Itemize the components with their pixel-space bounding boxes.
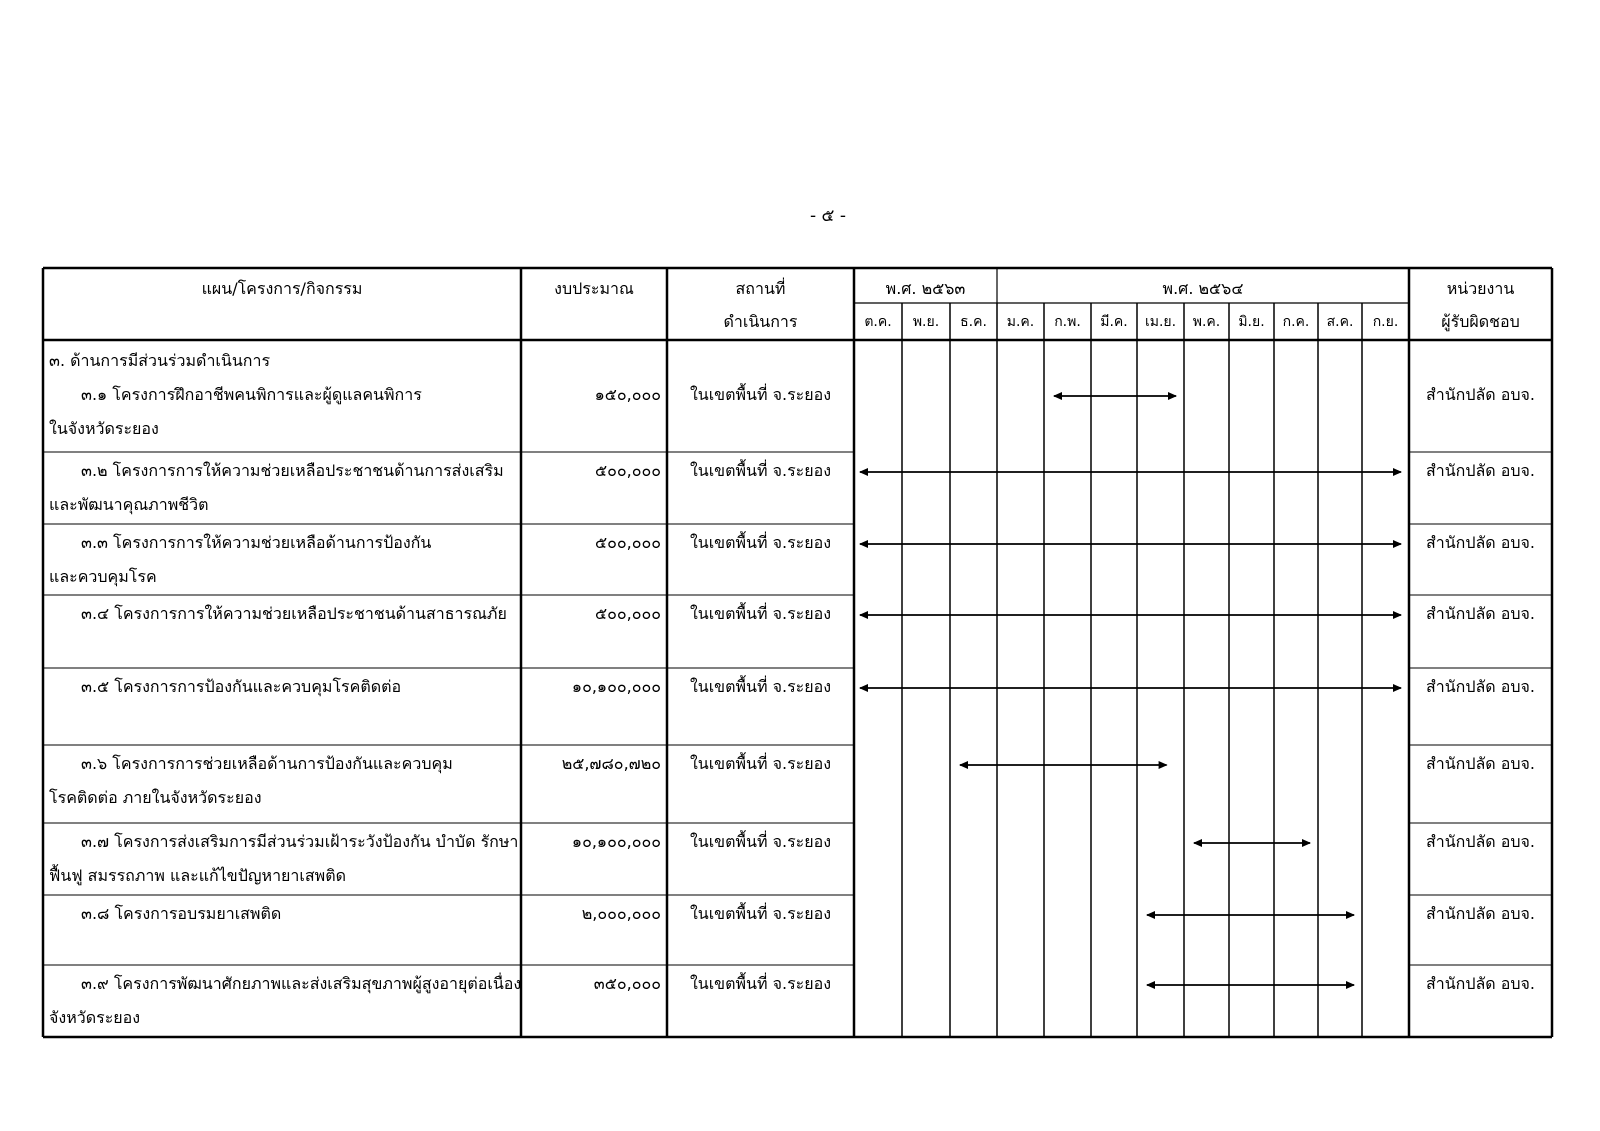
row-unit: สำนักปลัด อบจ. bbox=[1425, 461, 1536, 480]
row-location: ในเขตพื้นที่ จ.ระยอง bbox=[689, 533, 832, 552]
row-unit: สำนักปลัด อบจ. bbox=[1425, 533, 1536, 552]
row-plan-line2: จังหวัดระยอง bbox=[49, 1008, 141, 1027]
row-unit: สำนักปลัด อบจ. bbox=[1425, 385, 1536, 404]
row-plan-line1: ๓.๕ โครงการการป้องกันและควบคุมโรคติดต่อ bbox=[81, 677, 402, 696]
row-location: ในเขตพื้นที่ จ.ระยอง bbox=[689, 604, 832, 623]
row-plan-line1: ๓.๑ โครงการฝึกอาชีพคนพิการและผู้ดูแลคนพิการ bbox=[81, 385, 422, 404]
row-plan-line2: และควบคุมโรค bbox=[49, 567, 157, 586]
row-plan-line1: ๓.๔ โครงการการให้ความช่วยเหลือประชาชนด้านสาธารณภัย bbox=[81, 604, 507, 623]
row-location: ในเขตพื้นที่ จ.ระยอง bbox=[689, 385, 832, 404]
row-budget: ๕๐๐,๐๐๐ bbox=[594, 461, 661, 480]
row-plan-line1: ๓.๘ โครงการอบรมยาเสพติด bbox=[81, 904, 282, 923]
row-plan-line2: ในจังหวัดระยอง bbox=[49, 419, 159, 438]
header-month: ก.ย. bbox=[1372, 314, 1399, 330]
header-month: ก.ค. bbox=[1282, 314, 1310, 330]
row-plan-line1: ๓.๙ โครงการพัฒนาศักยภาพและส่งเสริมสุขภาพผู้สูงอายุต่อเนื่อง bbox=[81, 974, 522, 993]
row-budget: ๒,๐๐๐,๐๐๐ bbox=[581, 904, 661, 923]
row-budget: ๑๐,๑๐๐,๐๐๐ bbox=[571, 677, 661, 696]
header-unit-line2: ผู้รับผิดชอบ bbox=[1441, 312, 1520, 331]
header-month: ธ.ค. bbox=[960, 314, 987, 330]
header-month: ก.พ. bbox=[1054, 314, 1081, 330]
header-month: ม.ค. bbox=[1006, 314, 1035, 330]
row-plan-line2: ฟื้นฟู สมรรถภาพ และแก้ไขปัญหายาเสพติด bbox=[49, 866, 346, 885]
header-location-line2: ดำเนินการ bbox=[723, 312, 798, 331]
row-unit: สำนักปลัด อบจ. bbox=[1425, 832, 1536, 851]
row-plan-line2: และพัฒนาคุณภาพชีวิต bbox=[49, 495, 209, 514]
header-month: พ.ย. bbox=[912, 314, 940, 330]
row-plan-line2: โรคติดต่อ ภายในจังหวัดระยอง bbox=[49, 788, 262, 807]
row-plan-line1: ๓.๗ โครงการส่งเสริมการมีส่วนร่วมเฝ้าระวังป้องกัน บำบัด รักษา bbox=[81, 832, 519, 851]
row-unit: สำนักปลัด อบจ. bbox=[1425, 904, 1536, 923]
header-unit-line1: หน่วยงาน bbox=[1446, 279, 1515, 298]
header-year-2563: พ.ศ. ๒๕๖๓ bbox=[885, 279, 966, 298]
row-unit: สำนักปลัด อบจ. bbox=[1425, 604, 1536, 623]
row-budget: ๓๕๐,๐๐๐ bbox=[593, 974, 661, 993]
header-month: เม.ย. bbox=[1144, 314, 1177, 330]
row-budget: ๑๕๐,๐๐๐ bbox=[594, 385, 661, 404]
row-location: ในเขตพื้นที่ จ.ระยอง bbox=[689, 754, 832, 773]
header-month: ต.ค. bbox=[864, 314, 892, 330]
row-location: ในเขตพื้นที่ จ.ระยอง bbox=[689, 461, 832, 480]
row-plan-line1: ๓.๓ โครงการการให้ความช่วยเหลือด้านการป้องกัน bbox=[81, 533, 432, 552]
row-plan-line1: ๓.๖ โครงการการช่วยเหลือด้านการป้องกันและควบคุม bbox=[81, 754, 453, 773]
row-budget: ๒๕,๗๘๐,๗๒๐ bbox=[561, 754, 661, 773]
row-unit: สำนักปลัด อบจ. bbox=[1425, 677, 1536, 696]
row-budget: ๑๐,๑๐๐,๐๐๐ bbox=[571, 832, 661, 851]
header-month: ส.ค. bbox=[1326, 314, 1354, 330]
header-month: มิ.ย. bbox=[1238, 314, 1265, 330]
header-year-2564: พ.ศ. ๒๕๖๔ bbox=[1162, 279, 1244, 298]
row-budget: ๕๐๐,๐๐๐ bbox=[594, 604, 661, 623]
page-number: - ๕ - bbox=[810, 206, 846, 226]
row-plan-line1: ๓.๒ โครงการการให้ความช่วยเหลือประชาชนด้านการส่งเสริม bbox=[81, 461, 504, 480]
header-location-line1: สถานที่ bbox=[735, 279, 786, 298]
header-plan: แผน/โครงการ/กิจกรรม bbox=[201, 279, 363, 298]
header-budget: งบประมาณ bbox=[554, 279, 634, 298]
row-location: ในเขตพื้นที่ จ.ระยอง bbox=[689, 974, 832, 993]
section-title: ๓. ด้านการมีส่วนร่วมดำเนินการ bbox=[49, 351, 271, 370]
row-location: ในเขตพื้นที่ จ.ระยอง bbox=[689, 832, 832, 851]
row-location: ในเขตพื้นที่ จ.ระยอง bbox=[689, 904, 832, 923]
header-month: พ.ค. bbox=[1192, 314, 1221, 330]
row-location: ในเขตพื้นที่ จ.ระยอง bbox=[689, 677, 832, 696]
row-budget: ๕๐๐,๐๐๐ bbox=[594, 533, 661, 552]
header-month: มี.ค. bbox=[1100, 314, 1128, 330]
row-unit: สำนักปลัด อบจ. bbox=[1425, 974, 1536, 993]
row-unit: สำนักปลัด อบจ. bbox=[1425, 754, 1536, 773]
